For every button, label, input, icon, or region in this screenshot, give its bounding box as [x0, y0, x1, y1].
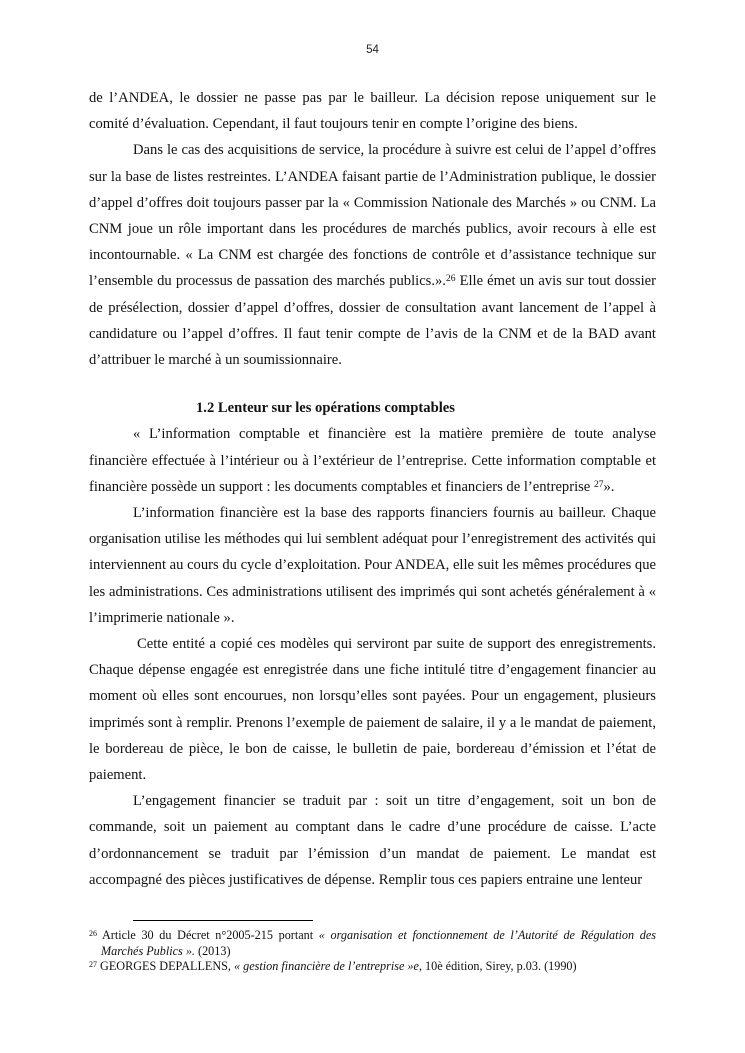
footnote-text: Article 30 du Décret n°2005-215 portant	[97, 928, 319, 942]
section-heading: 1.2 Lenteur sur les opérations comptables	[196, 400, 455, 417]
paragraph-3	[89, 421, 656, 500]
paragraph-3-text-b: ».	[603, 478, 615, 495]
footnote-26	[89, 928, 656, 959]
footnote-suffix: (2013)	[194, 944, 231, 958]
paragraph-5: Cette entité a copié ces modèles qui serviront par suite de support des enregistrements. Chaque dépense engagée est enregistrée dans une fiche intitulé titre d’engagement financier au moment où elles sont encourues, non lorsqu’elles sont payées. Pour un engagement, plusieurs imprimés sont à remplir. Prenons l’exemple de paiement de salaire, il y a le mandat de paiement, le bordereau de pièce, le bon de caisse, le bulletin de paie, bordereau d’émission et l’état de paiement.	[89, 636, 656, 784]
section-spacer	[89, 373, 656, 395]
footnote-ref-27[interactable]: 27	[593, 479, 604, 490]
paragraph-1: de l’ANDEA, le dossier ne passe pas par le bailleur. La décision repose uniquement sur le comité d’évaluation. Cependant, il faut toujours tenir en compte l’origine des biens.	[89, 90, 656, 133]
footnote-ref-26[interactable]: 26	[445, 274, 456, 285]
page-number: 54	[366, 44, 379, 56]
footnote-separator	[133, 920, 313, 921]
paragraph-3-text-a: « L’information comptable et financière est la matière première de toute analyse financière effectuée à l’intérieur ou à l’extérieur de l’entreprise. Cette information comptable et financière possède un support : les documents comptables et financiers de l’entreprise	[89, 426, 656, 495]
paragraph-6: L’engagement financier se traduit par : soit un titre d’engagement, soit un bon de commande, soit un paiement au comptant dans le cadre d’une procédure de caisse. L’acte d’ordonnancement se traduit par l’émission d’un mandat de paiement. Le mandat est accompagné des pièces justificatives de dépense. Remplir tous ces papiers entraine une lenteur	[89, 793, 656, 888]
footnote-number: 26	[89, 928, 97, 938]
paragraph-2-text-a: Dans le cas des acquisitions de service, la procédure à suivre est celui de l’appel d’offres sur la base de listes restreintes. L’ANDEA faisant partie de l’Administration publique, le dossier d’appel d’offres doit toujours passer par la « Commission Nationale des Marchés » ou CNM. La CNM joue un rôle important dans les procédures de marchés publics, avoir recours à elle est incontournable. « La CNM est chargée des fonctions de contrôle et d’assistance technique sur l’ensemble du processus de passation des marchés publics.».	[89, 142, 656, 290]
footnote-suffix: , 10è édition, Sirey, p.03. (1990)	[418, 959, 577, 973]
body-text	[89, 85, 656, 893]
footnotes	[89, 928, 656, 975]
paragraph-2	[89, 137, 656, 373]
footnote-27	[89, 959, 656, 975]
footnote-text: GEORGES DEPALLENS,	[97, 959, 235, 973]
footnote-number: 27	[89, 959, 97, 969]
footnote-title: « organisation et fonctionnement de l’Autorité de Régulation des Marchés Publics ».	[101, 928, 656, 958]
footnote-title: « gestion financière de l’entreprise »e	[234, 959, 419, 973]
paragraph-2-text-b: Elle émet un avis sur tout dossier de présélection, dossier d’appel d’offres, dossier de consultation avant lancement de l’appel à candidature ou l’appel d’offres. Il faut tenir compte de l’avis de la CNM et de la BAD avant d’attribuer le marché à un soumissionnaire.	[89, 273, 656, 369]
paragraph-4: L’information financière est la base des rapports financiers fournis au bailleur. Chaque organisation utilise les méthodes qui lui semblent adéquat pour l’enregistrement des activités qui interviennent au cours du cycle d’exploitation. Pour ANDEA, elle suit les mêmes procédures que les administrations. Ces administrations utilisent des imprimés qui sont achetés généralement à « l’imprimerie nationale ».	[89, 505, 656, 626]
